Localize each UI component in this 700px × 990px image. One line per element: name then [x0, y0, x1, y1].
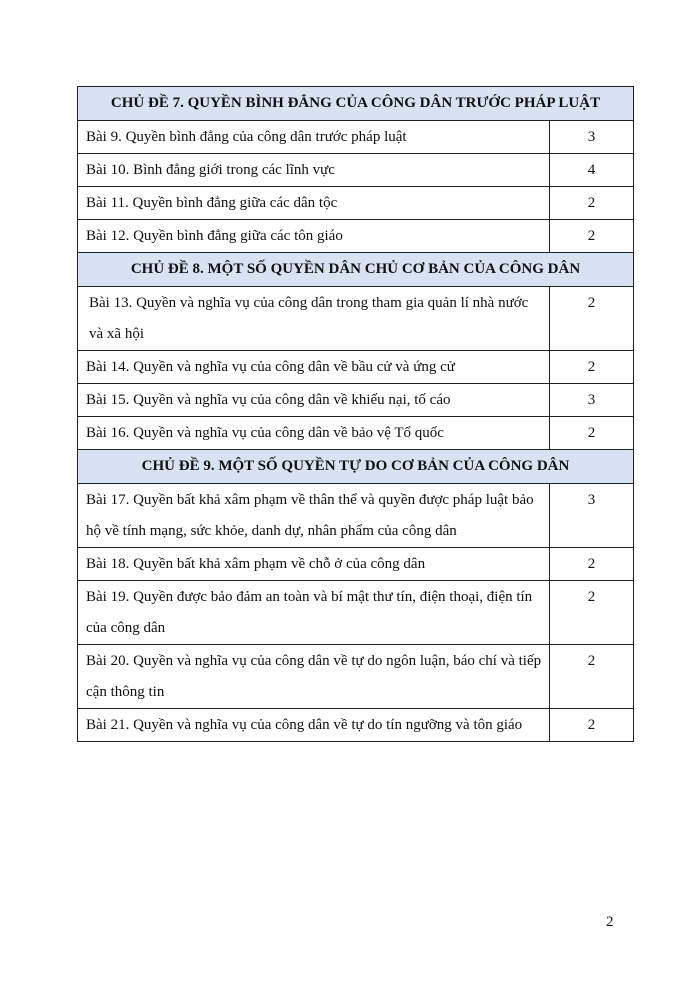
lesson-title: Bài 13. Quyền và nghĩa vụ của công dân trong tham gia quản lí nhà nước và xã hội — [78, 287, 550, 351]
curriculum-table — [77, 86, 634, 742]
lesson-row — [78, 287, 634, 351]
topic-row — [78, 253, 634, 287]
lesson-hours: 3 — [550, 384, 634, 417]
lesson-row — [78, 417, 634, 450]
lesson-hours: 2 — [550, 581, 634, 645]
lesson-title: Bài 12. Quyền bình đẳng giữa các tôn giáo — [78, 220, 550, 253]
lesson-hours: 3 — [550, 484, 634, 548]
lesson-hours: 2 — [550, 187, 634, 220]
lesson-title: Bài 17. Quyền bất khả xâm phạm về thân thể và quyền được pháp luật bảo hộ về tính mạng, sức khỏe, danh dự, nhân phẩm của công dân — [78, 484, 550, 548]
lesson-hours: 2 — [550, 548, 634, 581]
lesson-row — [78, 187, 634, 220]
lesson-title: Bài 15. Quyền và nghĩa vụ của công dân về khiếu nại, tố cáo — [78, 384, 550, 417]
topic-title: CHỦ ĐỀ 9. MỘT SỐ QUYỀN TỰ DO CƠ BẢN CỦA CÔNG DÂN — [78, 450, 634, 484]
lesson-row — [78, 581, 634, 645]
lesson-hours: 4 — [550, 154, 634, 187]
lesson-title: Bài 21. Quyền và nghĩa vụ của công dân về tự do tín ngưỡng và tôn giáo — [78, 709, 550, 742]
lesson-hours: 2 — [550, 220, 634, 253]
lesson-title: Bài 18. Quyền bất khả xâm phạm về chỗ ở của công dân — [78, 548, 550, 581]
lesson-title: Bài 19. Quyền được bảo đảm an toàn và bí mật thư tín, điện thoại, điện tín của công dân — [78, 581, 550, 645]
lesson-hours: 2 — [550, 351, 634, 384]
topic-row — [78, 87, 634, 121]
topic-title: CHỦ ĐỀ 7. QUYỀN BÌNH ĐẲNG CỦA CÔNG DÂN TRƯỚC PHÁP LUẬT — [78, 87, 634, 121]
page-number: 2 — [606, 914, 614, 930]
lesson-row — [78, 484, 634, 548]
lesson-hours: 2 — [550, 287, 634, 351]
lesson-row — [78, 645, 634, 709]
lesson-row — [78, 384, 634, 417]
lesson-row — [78, 709, 634, 742]
topic-title: CHỦ ĐỀ 8. MỘT SỐ QUYỀN DÂN CHỦ CƠ BẢN CỦA CÔNG DÂN — [78, 253, 634, 287]
lesson-title: Bài 16. Quyền và nghĩa vụ của công dân về bảo vệ Tổ quốc — [78, 417, 550, 450]
lesson-hours: 2 — [550, 645, 634, 709]
lesson-row — [78, 351, 634, 384]
lesson-title: Bài 10. Bình đẳng giới trong các lĩnh vực — [78, 154, 550, 187]
lesson-row — [78, 121, 634, 154]
lesson-row — [78, 548, 634, 581]
lesson-hours: 2 — [550, 417, 634, 450]
lesson-row — [78, 220, 634, 253]
topic-row — [78, 450, 634, 484]
lesson-title: Bài 20. Quyền và nghĩa vụ của công dân về tự do ngôn luận, báo chí và tiếp cận thông tin — [78, 645, 550, 709]
lesson-title: Bài 11. Quyền bình đẳng giữa các dân tộc — [78, 187, 550, 220]
lesson-hours: 2 — [550, 709, 634, 742]
lesson-row — [78, 154, 634, 187]
lesson-hours: 3 — [550, 121, 634, 154]
lesson-title: Bài 9. Quyền bình đẳng của công dân trước pháp luật — [78, 121, 550, 154]
lesson-title: Bài 14. Quyền và nghĩa vụ của công dân về bầu cử và ứng cử — [78, 351, 550, 384]
